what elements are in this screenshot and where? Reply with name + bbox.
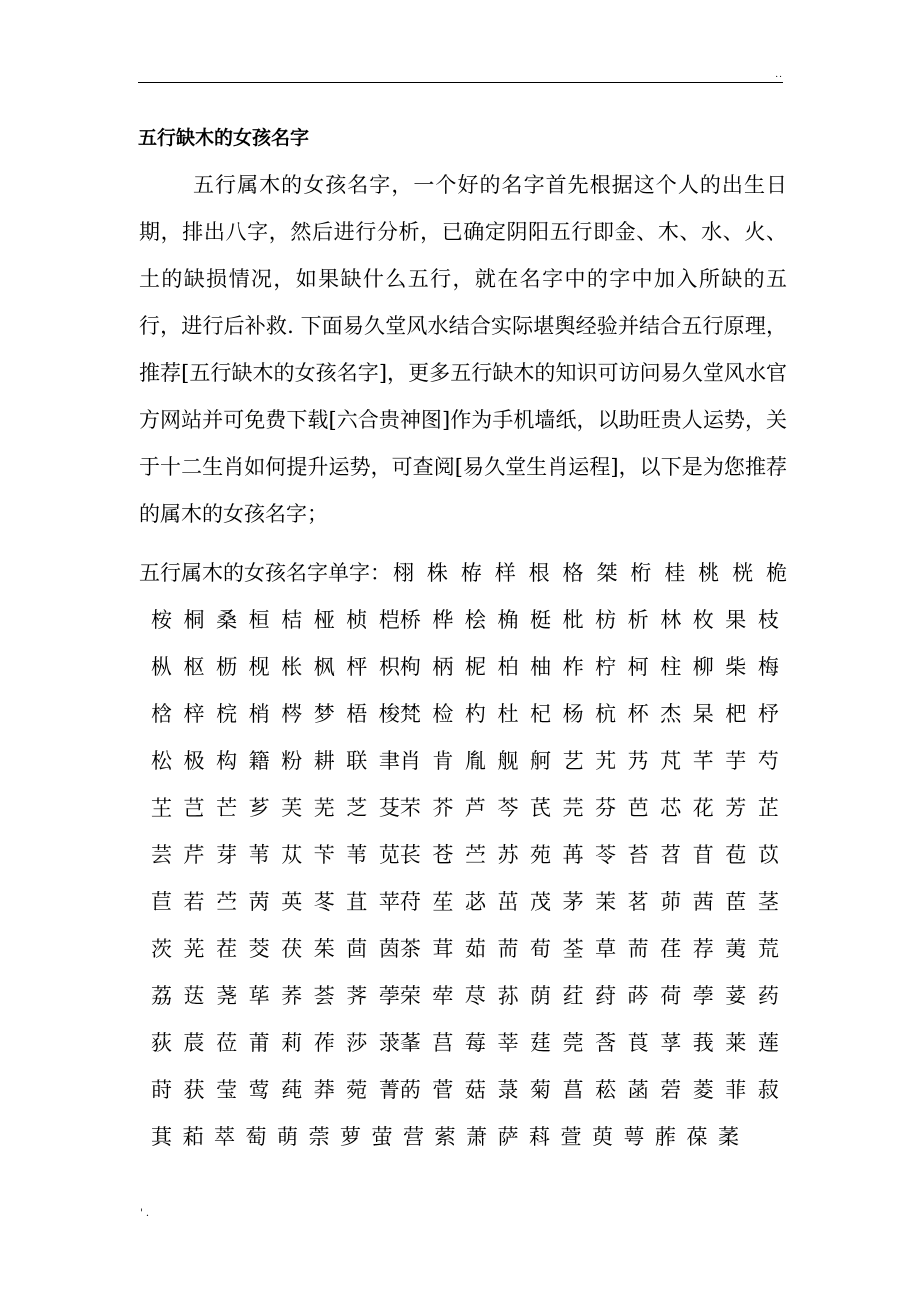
character-token: 莽 bbox=[313, 1077, 335, 1102]
character-token: 苎 bbox=[464, 842, 486, 867]
character-token: 芃 bbox=[660, 748, 682, 773]
character-token: 杨 bbox=[562, 701, 584, 726]
header-rule bbox=[138, 82, 783, 83]
character-line-11 bbox=[139, 1018, 787, 1065]
character-token: 苾 bbox=[464, 889, 486, 914]
character-token: 莛 bbox=[530, 1030, 552, 1055]
character-token: 茎 bbox=[757, 889, 779, 914]
character-token: 柄 bbox=[432, 654, 454, 679]
character-token: 枋 bbox=[595, 607, 617, 632]
character-token: 艽 bbox=[595, 748, 617, 773]
character-token: 芬 bbox=[595, 795, 617, 820]
character-token: 菱 bbox=[692, 1077, 714, 1102]
character-token: 苎 bbox=[216, 889, 238, 914]
character-token: 萸 bbox=[592, 1124, 613, 1149]
character-token: 聿肖 bbox=[378, 748, 421, 773]
character-token: 芍 bbox=[757, 748, 779, 773]
character-token: 苋苌 bbox=[378, 842, 421, 867]
character-token: 杜 bbox=[497, 701, 519, 726]
character-token: 荔 bbox=[151, 983, 172, 1008]
character-token: 梃 bbox=[530, 607, 552, 632]
character-token: 耕 bbox=[313, 748, 335, 773]
character-token: 桀 bbox=[596, 560, 618, 585]
character-token: 萌 bbox=[277, 1124, 298, 1149]
character-token: 萨 bbox=[497, 1124, 519, 1149]
character-token: 样 bbox=[494, 560, 516, 585]
character-token: 梡 bbox=[216, 701, 238, 726]
character-token: 花 bbox=[692, 795, 714, 820]
character-token: 柯 bbox=[627, 654, 649, 679]
character-token: 芒 bbox=[216, 795, 238, 820]
character-line-12 bbox=[139, 1065, 787, 1112]
character-token: 茜 bbox=[692, 889, 714, 914]
character-token: 桑 bbox=[216, 607, 238, 632]
character-token: 苹苻 bbox=[378, 889, 421, 914]
character-token: 茁 bbox=[497, 889, 519, 914]
character-token: 莺 bbox=[248, 1077, 270, 1102]
character-token: 茴 bbox=[346, 936, 368, 961]
character-token: 杓 bbox=[464, 701, 486, 726]
character-token: 析 bbox=[627, 607, 649, 632]
character-token: 莓 bbox=[464, 1030, 486, 1055]
character-token: 粉 bbox=[281, 748, 303, 773]
character-token: 芊 bbox=[692, 748, 714, 773]
character-line-10 bbox=[139, 971, 787, 1018]
character-token: 荛 bbox=[216, 983, 238, 1008]
character-token: 极 bbox=[183, 748, 205, 773]
character-token: 桤桥 bbox=[378, 607, 421, 632]
character-token: 荐 bbox=[692, 936, 714, 961]
character-token: 荒 bbox=[757, 936, 779, 961]
character-token: 荃 bbox=[562, 936, 584, 961]
character-token: 莘 bbox=[497, 1030, 519, 1055]
character-line-content bbox=[393, 557, 787, 587]
character-token: 籍 bbox=[248, 748, 270, 773]
character-token: 芷 bbox=[757, 795, 779, 820]
character-token: 葆 bbox=[686, 1124, 708, 1149]
character-token: 菁菂 bbox=[378, 1077, 421, 1102]
character-token: 茹 bbox=[464, 936, 486, 961]
character-token: 梅 bbox=[757, 654, 779, 679]
character-token: 杲 bbox=[692, 701, 714, 726]
character-token: 枳枸 bbox=[378, 654, 421, 679]
character-token: 茭 bbox=[248, 936, 270, 961]
character-token: 枞 bbox=[151, 654, 172, 679]
character-token: 莆 bbox=[248, 1030, 270, 1055]
character-token: 桧 bbox=[464, 607, 486, 632]
character-token: 桂 bbox=[664, 560, 686, 585]
character-token: 柅 bbox=[464, 654, 486, 679]
character-token: 枫 bbox=[313, 654, 335, 679]
character-list bbox=[139, 548, 787, 1159]
character-token: 苍 bbox=[432, 842, 454, 867]
character-token: 葄 bbox=[655, 1124, 676, 1149]
character-token: 芏 bbox=[151, 795, 172, 820]
character-token: 胤 bbox=[464, 748, 486, 773]
character-token: 芯 bbox=[660, 795, 682, 820]
character-token: 莱 bbox=[725, 1030, 747, 1055]
character-token: 柱 bbox=[660, 654, 682, 679]
character-token: 芜 bbox=[313, 795, 335, 820]
character-token: 芋 bbox=[725, 748, 747, 773]
character-token: 荠 bbox=[346, 983, 368, 1008]
character-token: 松 bbox=[151, 748, 172, 773]
character-token: 梓 bbox=[183, 701, 205, 726]
character-token: 茞 bbox=[725, 889, 747, 914]
character-token: 茆 bbox=[660, 889, 682, 914]
character-token: 荋 bbox=[497, 936, 519, 961]
character-token: 菅 bbox=[432, 1077, 454, 1102]
character-token: 荏 bbox=[660, 936, 682, 961]
character-token: 苄 bbox=[313, 842, 335, 867]
character-token: 杞 bbox=[530, 701, 552, 726]
character-token: 杯 bbox=[627, 701, 649, 726]
character-token: 芫 bbox=[562, 795, 584, 820]
character-token: 舸 bbox=[530, 748, 552, 773]
character-token: 萄 bbox=[245, 1124, 267, 1149]
character-token: 苳 bbox=[313, 889, 335, 914]
character-token: 杭 bbox=[595, 701, 617, 726]
character-token: 桓 bbox=[248, 607, 270, 632]
character-token: 检 bbox=[432, 701, 454, 726]
character-token: 莲 bbox=[757, 1030, 779, 1055]
character-token: 芹 bbox=[183, 842, 205, 867]
character-token: 桐 bbox=[183, 607, 205, 632]
character-token: 苁 bbox=[281, 842, 303, 867]
character-token: 萝 bbox=[340, 1124, 361, 1149]
character-token: 莋 bbox=[313, 1030, 335, 1055]
character-token: 杼 bbox=[757, 701, 779, 726]
character-token: 菲 bbox=[725, 1077, 747, 1102]
character-token: 荞 bbox=[281, 983, 303, 1008]
character-token: 林 bbox=[660, 607, 682, 632]
character-line-8 bbox=[139, 877, 787, 924]
character-token: 莉 bbox=[281, 1030, 303, 1055]
character-token: 苪 bbox=[248, 889, 270, 914]
header-mark: .. bbox=[775, 70, 783, 80]
character-token: 构 bbox=[216, 748, 238, 773]
character-list-heading: 五行属木的女孩名字单字： bbox=[139, 560, 391, 585]
character-token: 菇 bbox=[464, 1077, 486, 1102]
intro-paragraph: 五行属木的女孩名字，一个好的名字首先根据这个人的出生日期，排出八字，然后进行分析，已确定阴阳五行即金、木、水、火、土的缺损情况，如果缺什么五行，就在名字中的字中加入所缺的五行，进行后补救. 下面易久堂风水结合实际堪舆经验并结合五行原理，推荐[五行缺木的女孩名字]，更多五行缺木的知识可访问易久堂风水官方网站并可免费下载[六合贵神图]作为手机墙纸，以助旺贵人运势，关于十二生肖如何提升运势，可查阅[易久堂生肖运程]，以下是为您推荐的属木的女孩名字； bbox=[139, 173, 787, 526]
character-token: 荩 bbox=[464, 983, 486, 1008]
character-token: 莀 bbox=[183, 1030, 205, 1055]
character-token: 枝 bbox=[757, 607, 779, 632]
character-token: 荑 bbox=[725, 936, 747, 961]
character-token: 荋 bbox=[627, 936, 649, 961]
character-token: 桄 bbox=[732, 560, 754, 585]
character-token: 茱 bbox=[313, 936, 335, 961]
character-line-4 bbox=[139, 689, 787, 736]
character-token: 桃 bbox=[698, 560, 720, 585]
character-token: 枧 bbox=[248, 654, 270, 679]
character-token: 荟 bbox=[313, 983, 335, 1008]
character-token: 萼 bbox=[623, 1124, 645, 1149]
character-token: 萗 bbox=[308, 1124, 330, 1149]
character-token: 菘 bbox=[595, 1077, 617, 1102]
character-token: 菊 bbox=[530, 1077, 552, 1102]
character-token: 莍莑 bbox=[378, 1030, 421, 1055]
character-token: 菽 bbox=[757, 1077, 779, 1102]
character-token: 枨 bbox=[281, 654, 303, 679]
character-token: 莩 bbox=[660, 1030, 682, 1055]
character-token: 茨 bbox=[151, 936, 172, 961]
character-token: 荮 bbox=[595, 983, 617, 1008]
character-token: 若 bbox=[183, 889, 205, 914]
character-token: 茯 bbox=[281, 936, 303, 961]
character-token: 芳 bbox=[725, 795, 747, 820]
character-token: 荻 bbox=[151, 1030, 172, 1055]
character-token: 莳 bbox=[151, 1077, 172, 1102]
character-token: 桠 bbox=[313, 607, 335, 632]
character-token: 英 bbox=[281, 889, 303, 914]
character-token: 栫 bbox=[460, 560, 482, 585]
character-token: 荜 bbox=[248, 983, 270, 1008]
character-token: 荶 bbox=[627, 983, 649, 1008]
character-token: 苒 bbox=[562, 842, 584, 867]
character-token: 葇 bbox=[718, 1124, 739, 1149]
character-token: 肯 bbox=[432, 748, 454, 773]
character-token: 莨 bbox=[627, 1030, 649, 1055]
character-token: 莼 bbox=[281, 1077, 303, 1102]
character-token: 苑 bbox=[530, 842, 552, 867]
character-token: 苓 bbox=[595, 842, 617, 867]
footer-mark: ' . bbox=[140, 1208, 150, 1219]
character-token: 桅 bbox=[765, 560, 787, 585]
character-token: 柏 bbox=[497, 654, 519, 679]
character-token: 茅 bbox=[562, 889, 584, 914]
character-token: 荫 bbox=[530, 983, 552, 1008]
character-token: 萃 bbox=[214, 1124, 235, 1149]
character-token: 菉 bbox=[497, 1077, 519, 1102]
character-token: 茉 bbox=[595, 889, 617, 914]
character-token: 芩 bbox=[497, 795, 519, 820]
character-token: 枇 bbox=[562, 607, 584, 632]
character-token: 芪 bbox=[530, 795, 552, 820]
character-token: 荀 bbox=[530, 936, 552, 961]
character-token: 获 bbox=[183, 1077, 205, 1102]
character-token: 桢 bbox=[346, 607, 368, 632]
character-token: 苇 bbox=[346, 842, 368, 867]
character-token: 艿 bbox=[627, 748, 649, 773]
character-token: 荽 bbox=[725, 983, 747, 1008]
character-token: 菪 bbox=[660, 1077, 682, 1102]
character-token: 桷 bbox=[497, 607, 519, 632]
character-token: 株 bbox=[426, 560, 448, 585]
character-token: 萧 bbox=[466, 1124, 487, 1149]
character-token: 梦 bbox=[313, 701, 335, 726]
character-token: 菖 bbox=[562, 1077, 584, 1102]
character-token: 格 bbox=[562, 560, 584, 585]
character-token: 茪 bbox=[183, 936, 205, 961]
character-token: 枚 bbox=[692, 607, 714, 632]
character-token: 茬 bbox=[216, 936, 238, 961]
character-token: 梢 bbox=[248, 701, 270, 726]
character-token: 梒 bbox=[151, 701, 172, 726]
character-token: 荸荣 bbox=[378, 983, 421, 1008]
character-token: 茸 bbox=[432, 936, 454, 961]
character-token: 舰 bbox=[497, 748, 519, 773]
character-token: 莒 bbox=[432, 1030, 454, 1055]
character-token: 果 bbox=[725, 607, 747, 632]
character-token: 枥 bbox=[216, 654, 238, 679]
character-token: 萤 bbox=[371, 1124, 393, 1149]
character-token: 荸 bbox=[692, 983, 714, 1008]
character-token: 苴 bbox=[346, 889, 368, 914]
character-token: 芑 bbox=[183, 795, 205, 820]
character-line-6 bbox=[139, 783, 787, 830]
character-token: 芸 bbox=[151, 842, 172, 867]
character-line-13 bbox=[139, 1112, 787, 1159]
character-token: 芗 bbox=[248, 795, 270, 820]
character-token: 菀 bbox=[346, 1077, 368, 1102]
character-token: 梭梵 bbox=[378, 701, 421, 726]
character-line-7 bbox=[139, 830, 787, 877]
character-token: 苡 bbox=[757, 842, 779, 867]
character-token: 莟 bbox=[595, 1030, 617, 1055]
character-line-5 bbox=[139, 736, 787, 783]
character-token: 茵茶 bbox=[378, 936, 421, 961]
character-token: 草 bbox=[595, 936, 617, 961]
character-token: 苇 bbox=[248, 842, 270, 867]
character-token: 荷 bbox=[660, 983, 682, 1008]
character-token: 枰 bbox=[346, 654, 368, 679]
character-token: 芝 bbox=[346, 795, 368, 820]
character-line-2 bbox=[139, 595, 787, 642]
character-token: 菡 bbox=[627, 1077, 649, 1102]
character-token: 联 bbox=[346, 748, 368, 773]
character-token: 芥 bbox=[432, 795, 454, 820]
character-token: 桉 bbox=[151, 607, 172, 632]
character-line-9 bbox=[139, 924, 787, 971]
character-token: 萪 bbox=[529, 1124, 550, 1149]
character-token: 萁 bbox=[151, 1124, 172, 1149]
character-token: 茂 bbox=[530, 889, 552, 914]
character-token: 芙 bbox=[281, 795, 303, 820]
character-token: 荭 bbox=[562, 983, 584, 1008]
character-token: 荙 bbox=[183, 983, 205, 1008]
character-token: 萱 bbox=[560, 1124, 582, 1149]
character-token: 梣 bbox=[281, 701, 303, 726]
character-token: 柚 bbox=[530, 654, 552, 679]
character-token: 枢 bbox=[183, 654, 205, 679]
character-token: 荦 bbox=[432, 983, 454, 1008]
character-token: 荪 bbox=[497, 983, 519, 1008]
character-token: 柳 bbox=[692, 654, 714, 679]
character-token: 莅 bbox=[216, 1030, 238, 1055]
character-token: 莪 bbox=[692, 1030, 714, 1055]
character-line-3 bbox=[139, 642, 787, 689]
character-token: 莞 bbox=[562, 1030, 584, 1055]
character-token: 药 bbox=[757, 983, 779, 1008]
character-token: 苏 bbox=[497, 842, 519, 867]
character-token: 芭 bbox=[627, 795, 649, 820]
character-token: 莎 bbox=[346, 1030, 368, 1055]
character-token: 桁 bbox=[630, 560, 652, 585]
character-token: 梧 bbox=[346, 701, 368, 726]
character-token: 杷 bbox=[725, 701, 747, 726]
character-token: 艺 bbox=[562, 748, 584, 773]
character-token: 苔 bbox=[627, 842, 649, 867]
character-line-1 bbox=[139, 548, 787, 595]
character-token: 茗 bbox=[627, 889, 649, 914]
character-token: 芽 bbox=[216, 842, 238, 867]
character-token: 营 bbox=[403, 1124, 424, 1149]
character-token: 苕 bbox=[660, 842, 682, 867]
character-token: 萦 bbox=[434, 1124, 456, 1149]
character-token: 苣 bbox=[151, 889, 172, 914]
character-token: 苜 bbox=[692, 842, 714, 867]
document-title: 五行缺木的女孩名字 bbox=[138, 127, 310, 149]
character-token: 桔 bbox=[281, 607, 303, 632]
character-token: 桦 bbox=[432, 607, 454, 632]
character-token: 柴 bbox=[725, 654, 747, 679]
character-token: 芟芣 bbox=[378, 795, 421, 820]
character-token: 柞 bbox=[562, 654, 584, 679]
character-token: 萂 bbox=[182, 1124, 204, 1149]
character-token: 苞 bbox=[725, 842, 747, 867]
character-token: 根 bbox=[528, 560, 550, 585]
character-token: 芦 bbox=[464, 795, 486, 820]
character-token: 杰 bbox=[660, 701, 682, 726]
character-token: 柠 bbox=[595, 654, 617, 679]
character-token: 栩 bbox=[393, 560, 414, 585]
character-token: 莹 bbox=[216, 1077, 238, 1102]
character-token: 苼 bbox=[432, 889, 454, 914]
